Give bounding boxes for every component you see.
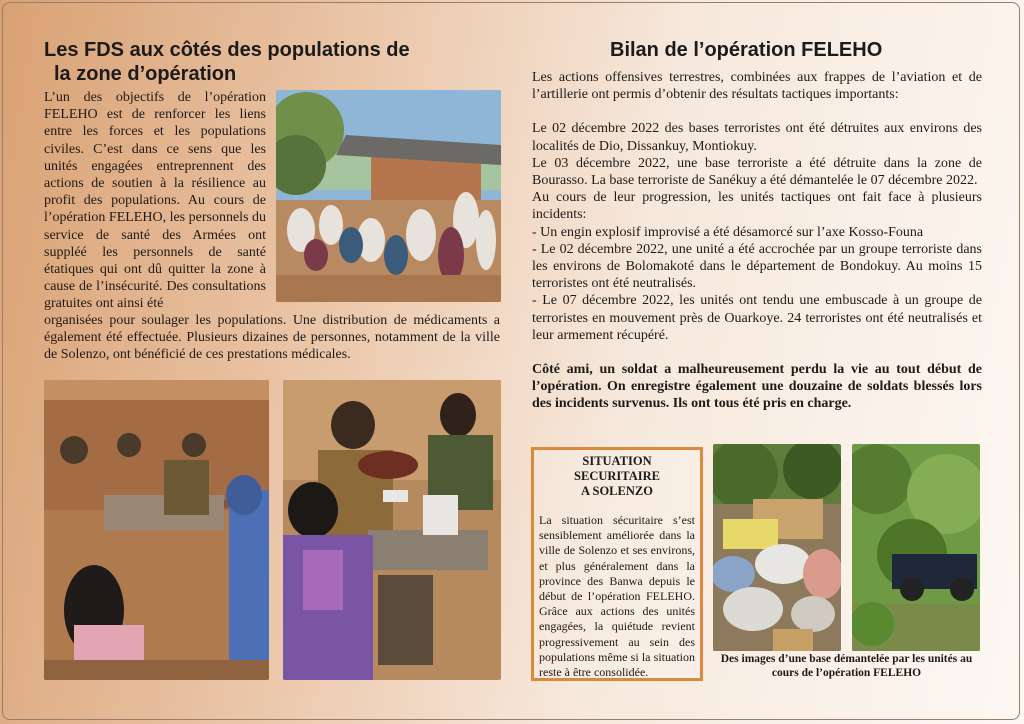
left-paragraph-1: L’un des objectifs de l’opération FELEHO est de renforcer les liens entre les forces et les populations civiles. C’est dans ce sens que les unités engagées entreprennent des actions de soutien à la résilience au profit des populations. Au cours de l’opération FELEHO, les personnels du service de santé des Armées ont suppléé les personnels de santé étatiques qui ont dû quitter la zone à cause de l’insécurité. Des consultations gratuites ont ainsi été bbox=[44, 90, 267, 312]
right-bold-paragraph: Côté ami, un soldat a malheureusement perdu la vie au tout début de l’opération. On enregistre également une douzaine de soldats blessés lors des incidents survenus. Ils ont tous été pris en charge. bbox=[532, 362, 982, 412]
right-paragraph-3: Au cours de leur progression, les unités tactiques ont fait face à plusieurs incidents: bbox=[532, 190, 982, 223]
right-bullet-2: - Le 02 décembre 2022, une unité a été accrochée par un groupe terroriste dans les environs de Bolomakoté dans le département de Bondokuy. Au moins 15 terroristes ont été neutralisés. bbox=[532, 241, 982, 292]
photo-medical-tent bbox=[276, 90, 501, 302]
right-paragraph-2: Le 03 décembre 2022, une base terroriste a été détruite dans la zone de Bourasso. La base terroriste de Sanékuy a été démantelée le 07 décembre 2022. bbox=[532, 155, 982, 189]
photo-consultation-bench bbox=[44, 380, 269, 680]
right-article-body bbox=[532, 69, 982, 413]
box-title-line2: A SOLENZO bbox=[581, 484, 653, 498]
photo-doctor-table bbox=[283, 380, 501, 680]
left-title-line2: la zone d’opération bbox=[54, 63, 237, 85]
photo-dismantled-base-bags bbox=[713, 444, 841, 651]
security-situation-box bbox=[531, 447, 703, 681]
left-paragraph-2: organisées pour soulager les populations. Une distribution de médicaments a également été effectuée. Plusieurs dizaines de personnes, notamment de la ville de Solenzo, ont bénéficié de ces prestations médicales. bbox=[44, 313, 500, 363]
right-intro: Les actions offensives terrestres, combinées aux frappes de l’aviation et de l’artillerie ont permis d’obtenir des résultats tactiques importants: bbox=[532, 70, 982, 103]
left-title-line1: Les FDS aux côtés des populations de bbox=[44, 39, 410, 61]
box-title-line1: SITUATION SECURITAIRE bbox=[574, 454, 660, 483]
box-text: La situation sécuritaire s’est sensiblement améliorée dans la ville de Solenzo et ses environs, et plus généralement dans la province des Banwa depuis le début de l’opération FELEHO. Grâce aux actions des unités engagées, la quiétude revient progressivement au sein des populations même si la situation reste à être consolidée. bbox=[539, 513, 695, 680]
photo-dismantled-base-bush bbox=[852, 444, 980, 651]
left-article-title bbox=[44, 38, 474, 86]
right-paragraph-1: Le 02 décembre 2022 des bases terroristes ont été détruites aux environs des localités de Dio, Dissankuy, Montiokuy. bbox=[532, 121, 982, 154]
right-article-title: Bilan de l’opération FELEHO bbox=[610, 39, 883, 61]
right-bullet-1: - Un engin explosif improvisé a été désamorcé sur l’axe Kosso-Founa bbox=[532, 224, 924, 240]
photo-caption: Des images d’une base démantelée par les unités au cours de l’opération FELEHO bbox=[720, 653, 973, 679]
box-title bbox=[539, 454, 695, 499]
right-bullet-3: - Le 07 décembre 2022, les unités ont tendu une embuscade à un groupe de terroristes en mouvement près de Ouarkoye. 24 terroristes ont été neutralisés et leur armement récupéré. bbox=[532, 293, 982, 343]
